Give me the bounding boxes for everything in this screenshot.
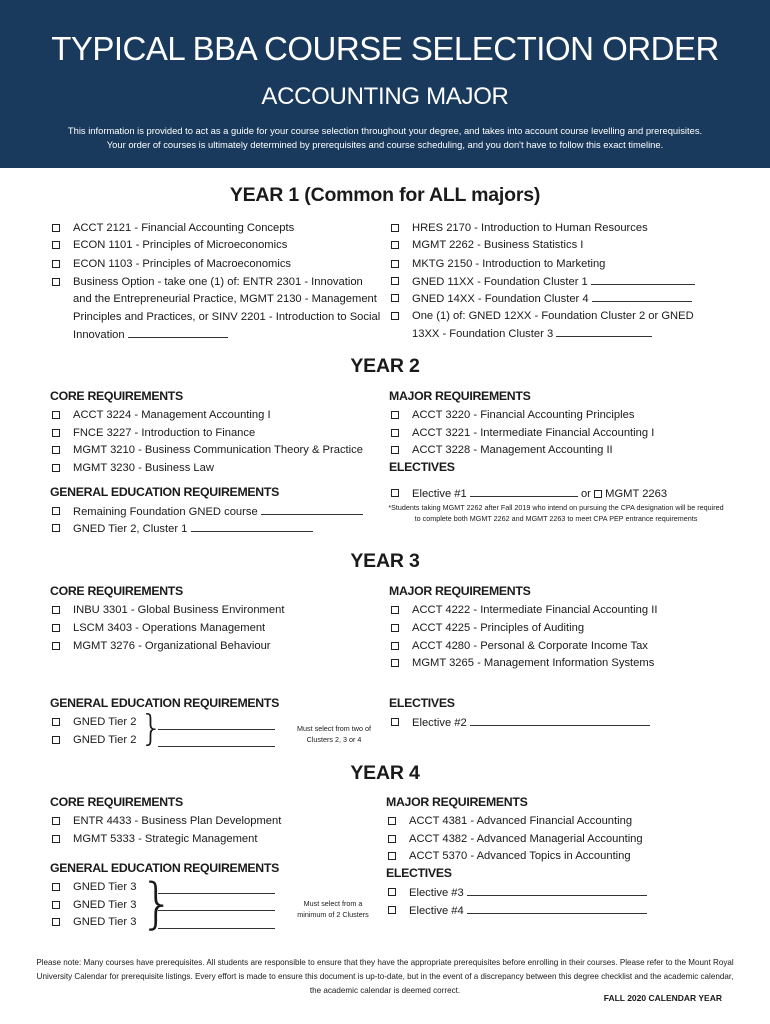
checkbox[interactable] xyxy=(52,817,60,825)
year1-title: YEAR 1 (Common for ALL majors) xyxy=(229,184,541,206)
fill-line[interactable] xyxy=(158,899,275,911)
checkbox[interactable] xyxy=(388,817,396,825)
year4-core-heading: CORE REQUIREMENTS xyxy=(50,795,183,809)
checkbox[interactable] xyxy=(391,718,399,726)
fill-line[interactable] xyxy=(128,326,228,338)
checkbox[interactable] xyxy=(52,718,60,726)
year2-major-heading: MAJOR REQUIREMENTS xyxy=(389,389,531,403)
checkbox[interactable] xyxy=(388,852,396,860)
checkbox[interactable] xyxy=(52,241,60,249)
intro-line-1: This information is provided to act as a guide for your course selection throughout your degree, and takes into account course levelling and prerequisites. xyxy=(67,125,703,136)
checkbox[interactable] xyxy=(388,835,396,843)
checkbox[interactable] xyxy=(391,312,399,320)
year4-electives-heading: ELECTIVES xyxy=(386,866,452,880)
checkbox[interactable] xyxy=(52,835,60,843)
fill-line[interactable] xyxy=(467,902,647,914)
checkbox[interactable] xyxy=(391,277,399,285)
checkbox[interactable] xyxy=(391,241,399,249)
checkbox[interactable] xyxy=(52,883,60,891)
year3-title: YEAR 3 xyxy=(350,550,420,572)
fill-line[interactable] xyxy=(467,884,647,896)
calendar-year-label: FALL 2020 CALENDAR YEAR xyxy=(603,993,722,1003)
checkbox[interactable] xyxy=(52,411,60,419)
year2-core-heading: CORE REQUIREMENTS xyxy=(50,389,183,403)
fill-line[interactable] xyxy=(191,520,313,532)
checkbox[interactable] xyxy=(52,224,60,232)
checkbox[interactable] xyxy=(52,736,60,744)
checkbox[interactable] xyxy=(52,429,60,437)
page-subtitle: ACCOUNTING MAJOR xyxy=(261,83,509,110)
checkbox[interactable] xyxy=(391,411,399,419)
checkbox[interactable] xyxy=(52,642,60,650)
fill-line[interactable] xyxy=(470,485,578,497)
year4-title: YEAR 4 xyxy=(350,762,420,784)
checkbox[interactable] xyxy=(52,446,60,454)
fill-line[interactable] xyxy=(470,714,650,726)
checkbox[interactable] xyxy=(52,507,60,515)
checkbox[interactable] xyxy=(391,294,399,302)
checkbox[interactable] xyxy=(52,260,60,268)
checkbox[interactable] xyxy=(52,901,60,909)
checkbox[interactable] xyxy=(52,606,60,614)
year4-gened-note: Must select from a minimum of 2 Clusters xyxy=(297,899,369,919)
fill-line[interactable] xyxy=(158,882,275,894)
year1-business-option: Business Option - take one (1) of: ENTR 2301 - Innovation and the Entrepreneurial Practice, MGMT 2130 - Management Principles and Practices, or SINV 2201 - Introduction to Social Innovation xyxy=(52,274,382,344)
year3-core-heading: CORE REQUIREMENTS xyxy=(50,584,183,598)
brace-icon: } xyxy=(140,872,175,935)
cpa-note: *Students taking MGMT 2262 after Fall 2019 who intend on pursuing the CPA designation will be required to complete both MGMT 2262 and MGMT 2263 to meet CPA PEP entrance requirements xyxy=(388,503,724,523)
fill-line[interactable] xyxy=(158,718,275,730)
year2-gened-heading: GENERAL EDUCATION REQUIREMENTS xyxy=(50,485,279,499)
year3-gened-note: Must select from two of Clusters 2, 3 or 4 xyxy=(297,724,371,744)
year2-title: YEAR 2 xyxy=(350,355,420,377)
year2-electives-heading: ELECTIVES xyxy=(389,460,455,474)
footer-note: Please note: Many courses have prerequisites. All students are responsible to ensure that they have the appropriate prerequisites before enrolling in their courses. Please refer to the Mount Royal University Calendar for prerequisite listings. Every effort is made to ensure this document is up-to-date, but in the event of a discrepancy between this degree checklist and the academic calendar, the academic calendar is deemed correct. xyxy=(36,958,734,995)
year3-electives-heading: ELECTIVES xyxy=(389,696,455,710)
checkbox[interactable] xyxy=(388,888,396,896)
year3-major-heading: MAJOR REQUIREMENTS xyxy=(389,584,531,598)
fill-line[interactable] xyxy=(158,917,275,929)
checkbox[interactable] xyxy=(391,606,399,614)
checkbox[interactable] xyxy=(52,918,60,926)
fill-line[interactable] xyxy=(158,735,275,747)
checkbox[interactable] xyxy=(391,429,399,437)
checkbox[interactable] xyxy=(52,524,60,532)
brace-icon: } xyxy=(140,708,163,749)
year1-course-choice: One (1) of: GNED 12XX - Foundation Cluster 2 or GNED 13XX - Foundation Cluster 3 xyxy=(391,308,711,344)
intro-text xyxy=(20,124,750,152)
checkbox[interactable] xyxy=(391,489,399,497)
year4-gened-heading: GENERAL EDUCATION REQUIREMENTS xyxy=(50,861,279,875)
checkbox[interactable] xyxy=(594,490,602,498)
checkbox[interactable] xyxy=(52,624,60,632)
year3-gened-heading: GENERAL EDUCATION REQUIREMENTS xyxy=(50,696,279,710)
year4-major-heading: MAJOR REQUIREMENTS xyxy=(386,795,528,809)
intro-line-2: Your order of courses is ultimately determined by prerequisites and course scheduling, and you don't have to follow this exact timeline. xyxy=(106,139,664,150)
fill-line[interactable] xyxy=(556,325,652,337)
header-banner xyxy=(0,0,770,168)
checkbox[interactable] xyxy=(391,446,399,454)
fill-line[interactable] xyxy=(261,503,363,515)
page-title: TYPICAL BBA COURSE SELECTION ORDER xyxy=(51,30,719,67)
checkbox[interactable] xyxy=(388,906,396,914)
checkbox[interactable] xyxy=(52,278,60,286)
checkbox[interactable] xyxy=(52,464,60,472)
checkbox[interactable] xyxy=(391,224,399,232)
fill-line[interactable] xyxy=(591,273,695,285)
checkbox[interactable] xyxy=(391,642,399,650)
checkbox[interactable] xyxy=(391,659,399,667)
checkbox[interactable] xyxy=(391,260,399,268)
checkbox[interactable] xyxy=(391,624,399,632)
fill-line[interactable] xyxy=(592,290,692,302)
